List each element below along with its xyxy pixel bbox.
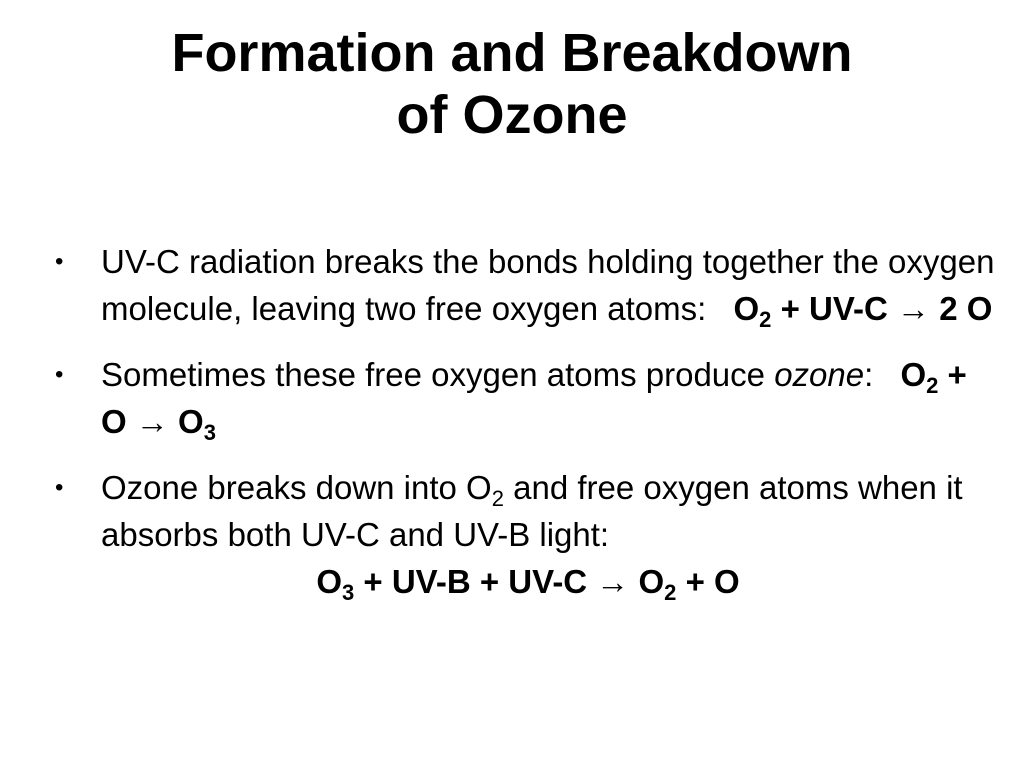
slide-title [0,22,1024,146]
bullet-text: Ozone breaks down into O [101,469,492,506]
equation-term: + UV-B + UV-C → O [354,563,665,600]
equation-term: O [316,563,342,600]
subscript: 2 [664,580,677,605]
bullet-item-3 [55,464,995,605]
bullet-item-1 [55,238,995,332]
equation-term: + O → O [101,356,967,440]
bullet-text: UV-C radiation breaks the bonds holding together the oxygen molecule, leaving two free oxygen atoms: [101,243,995,327]
bullet-marker: • [55,361,64,388]
title-line-1: Formation and Breakdown [171,23,853,83]
italic-term: ozone [774,356,865,393]
equation [733,290,993,332]
bullet-list [55,238,995,624]
subscript: 2 [759,307,772,332]
subscript: 3 [341,580,355,605]
bullet-marker: • [55,248,64,275]
equation [101,558,995,605]
bullet-item-2 [55,351,995,445]
equation-term: + O [676,563,740,600]
bullet-marker: • [55,474,64,501]
subscript: 2 [926,373,939,398]
equation-term: O [900,356,927,393]
subscript: 3 [203,420,216,445]
subscript: 2 [491,486,504,511]
equation-term: + UV-C → 2 O [771,290,993,327]
bullet-text: Sometimes these free oxygen atoms produce [101,356,775,393]
bullet-text: : [864,356,874,393]
bullet-text: and free oxygen atoms when it absorbs both UV-C and UV-B light: [101,469,963,553]
title-line-2: of Ozone [396,85,628,145]
equation-term: O [733,290,760,327]
